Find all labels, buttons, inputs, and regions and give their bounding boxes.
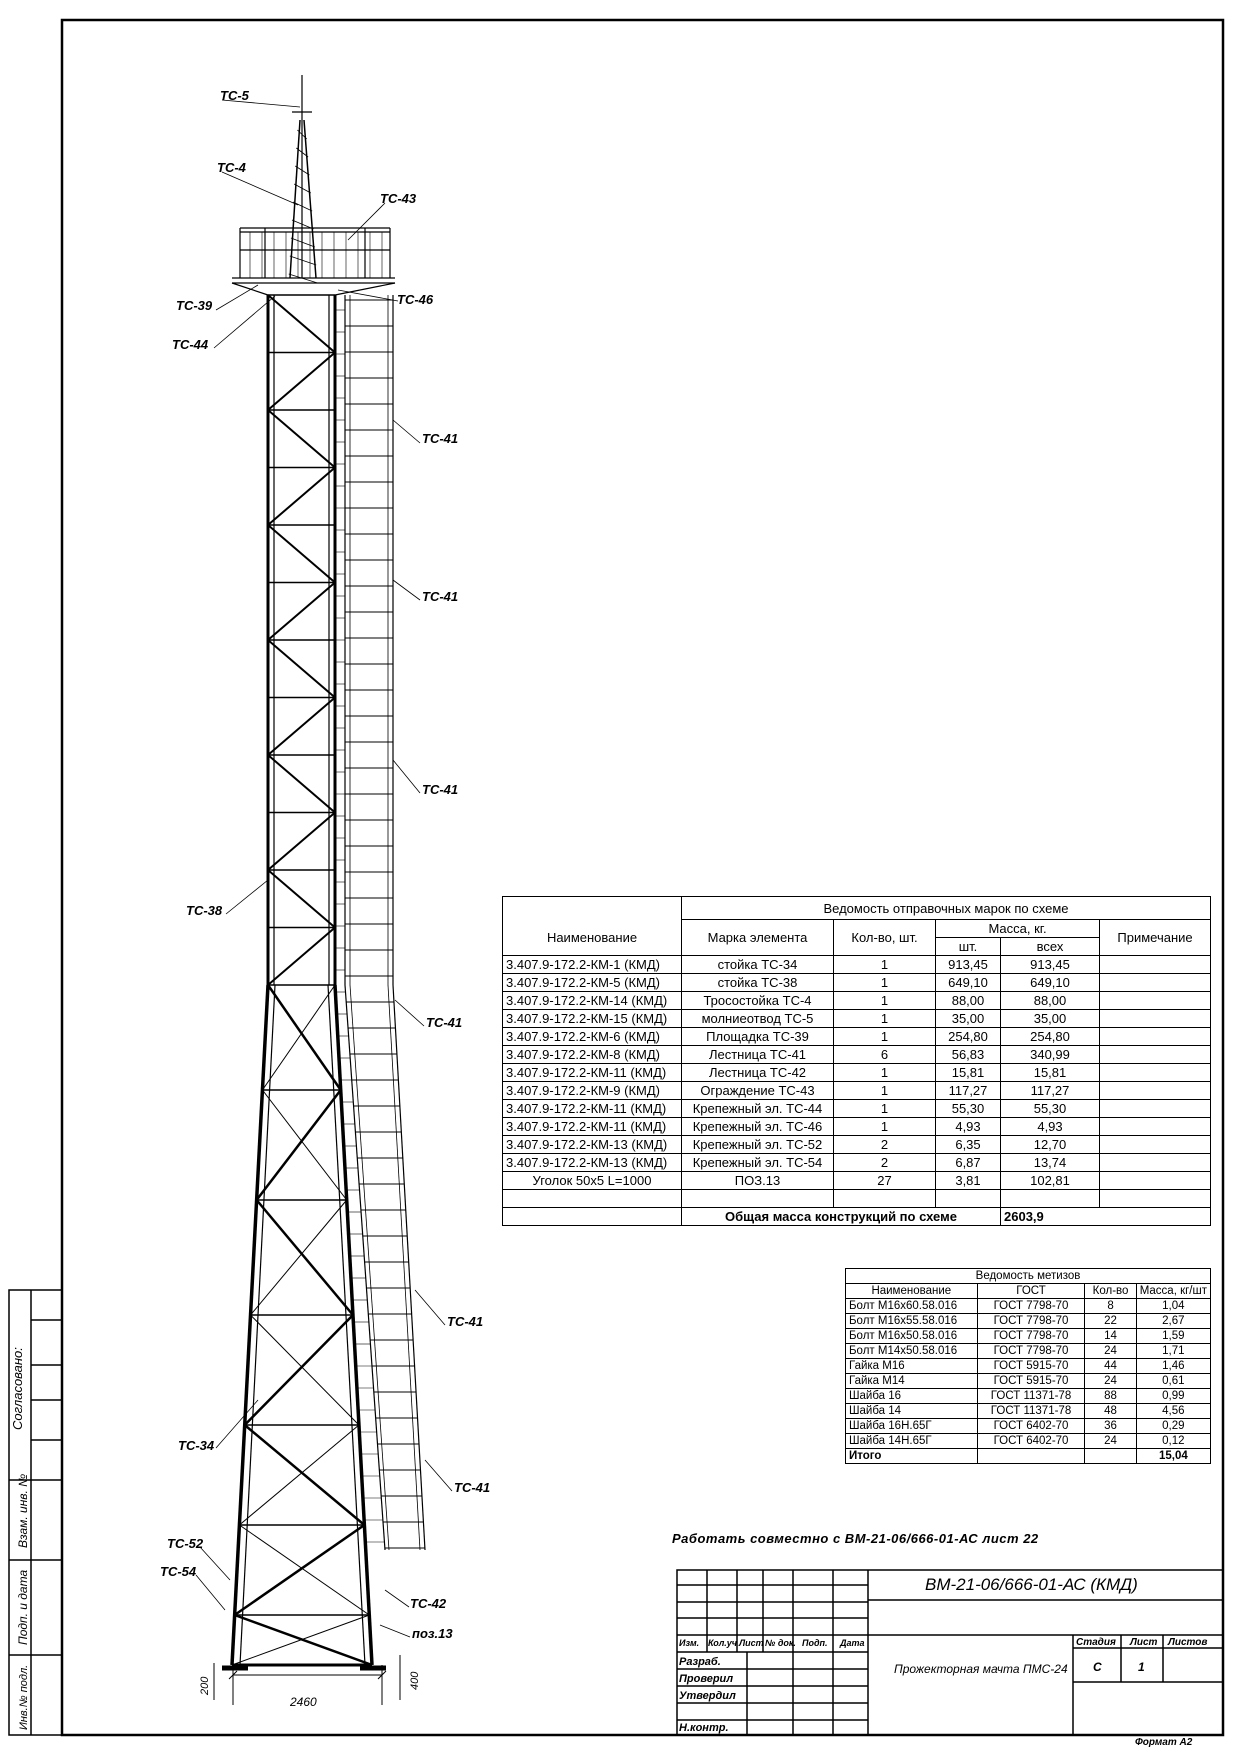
hardware-cell: 48: [1085, 1404, 1136, 1419]
label-ts5: ТС-5: [220, 88, 249, 103]
platform-member: [335, 283, 395, 295]
callout-leader: [393, 420, 420, 443]
tb-sheet-value: 1: [1138, 1660, 1145, 1674]
tb-role-checked: Проверил: [679, 1673, 734, 1685]
hardware-row: [846, 1344, 1211, 1359]
label-ts54: ТС-54: [160, 1564, 197, 1579]
shipping-cell: 1: [834, 1100, 936, 1118]
shipping-cell-note: [1100, 956, 1211, 974]
shipping-row: [503, 992, 1211, 1010]
label-ts41-4: ТС-41: [426, 1015, 463, 1030]
tower-drawing: [222, 75, 425, 1668]
hardware-cell: Болт М16х55.58.016: [846, 1314, 978, 1329]
shipping-cell: 56,83: [936, 1046, 1001, 1064]
hardware-title: Ведомость метизов: [846, 1269, 1211, 1284]
tb-col-kol: Кол.уч: [708, 1638, 738, 1648]
tb-col-doc: № док.: [765, 1638, 796, 1648]
mast-brace: [293, 202, 312, 211]
hardware-row: [846, 1359, 1211, 1374]
tb-stage-header: Стадия: [1076, 1637, 1116, 1648]
platform-member: [232, 283, 268, 295]
hardware-cell: 0,29: [1136, 1419, 1210, 1434]
shipping-cell: 6: [834, 1046, 936, 1064]
stamp-inv-orig: Инв.№ подл.: [18, 1664, 30, 1730]
callout-leader: [222, 172, 298, 205]
tower-leg-left: [240, 985, 275, 1665]
hardware-cell: ГОСТ 6402-70: [977, 1434, 1085, 1449]
shipping-cell: 1: [834, 1010, 936, 1028]
label-ts44: ТС-44: [172, 337, 209, 352]
shipping-cell: 254,80: [936, 1028, 1001, 1046]
col-qty: Кол-во, шт.: [834, 920, 936, 956]
hardware-cell: Гайка М14: [846, 1374, 978, 1389]
shipping-cell: 2: [834, 1154, 936, 1172]
ladder-rail: [388, 985, 420, 1550]
callout-leader: [216, 285, 258, 310]
hardware-row: [846, 1389, 1211, 1404]
label-ts39: ТС-39: [176, 298, 213, 313]
shipping-cell: 3.407.9-172.2-КМ-1 (КМД): [503, 956, 682, 974]
shipping-cell: 1: [834, 974, 936, 992]
hardware-row: [846, 1329, 1211, 1344]
tb-role-approved: Утвердил: [679, 1690, 736, 1702]
hardware-cell: 36: [1085, 1419, 1136, 1434]
callout-leader: [214, 296, 275, 348]
tb-role-developer: Разраб.: [679, 1656, 721, 1668]
shipping-row: [503, 1154, 1211, 1172]
shipping-cell: 3.407.9-172.2-КМ-5 (КМД): [503, 974, 682, 992]
hardware-cell: 2,67: [1136, 1314, 1210, 1329]
shipping-cell: 3.407.9-172.2-КМ-14 (КМД): [503, 992, 682, 1010]
tower-brace: [268, 468, 335, 526]
label-ts41-6: ТС-41: [454, 1480, 491, 1495]
tower-brace: [268, 698, 335, 756]
shipping-row: [503, 974, 1211, 992]
shipping-cell: 3.407.9-172.2-КМ-11 (КМД): [503, 1064, 682, 1082]
tower-brace: [268, 985, 341, 1090]
callout-leader: [393, 760, 420, 793]
label-ts46: ТС-46: [397, 292, 434, 307]
shipping-cell-note: [1100, 1028, 1211, 1046]
shipping-cell: 913,45: [936, 956, 1001, 974]
callout-leader: [348, 203, 385, 240]
shipping-cell: Крепежный эл. ТС-46: [682, 1118, 834, 1136]
tower-brace: [268, 353, 335, 411]
shipping-title: Ведомость отправочных марок по схеме: [682, 897, 1211, 920]
mast-brace: [291, 238, 315, 247]
shipping-cell: 117,27: [1001, 1082, 1100, 1100]
hardware-row: [846, 1404, 1211, 1419]
shipping-cell: стойка ТС-38: [682, 974, 834, 992]
callout-leader: [425, 1460, 452, 1491]
dim-width: 2460: [290, 1695, 317, 1709]
tower-brace: [268, 525, 335, 583]
shipping-cell-note: [1100, 1046, 1211, 1064]
shipping-row: [503, 1028, 1211, 1046]
tower-brace: [268, 640, 335, 698]
tower-brace: [268, 410, 335, 468]
tower-brace: [239, 1425, 359, 1525]
callout-leader: [380, 1625, 410, 1637]
hardware-cell: Болт М16х50.58.016: [846, 1329, 978, 1344]
tower-leg-right: [335, 985, 372, 1665]
hardware-cell: Шайба 14Н.65Г: [846, 1434, 978, 1449]
shipping-cell: 254,80: [1001, 1028, 1100, 1046]
hw-col-qty: Кол-во: [1085, 1284, 1136, 1299]
shipping-cell: Ограждение ТС-43: [682, 1082, 834, 1100]
shipping-cell: 340,99: [1001, 1046, 1100, 1064]
hardware-cell: 8: [1085, 1299, 1136, 1314]
shipping-cell: стойка ТС-34: [682, 956, 834, 974]
shipping-cell-note: [1100, 1118, 1211, 1136]
shipping-cell: 15,81: [936, 1064, 1001, 1082]
hardware-cell: 0,99: [1136, 1389, 1210, 1404]
callouts: [196, 100, 452, 1637]
shipping-row: [503, 1010, 1211, 1028]
shipping-cell: 3.407.9-172.2-КМ-9 (КМД): [503, 1082, 682, 1100]
col-note: Примечание: [1100, 920, 1211, 956]
callout-leader: [338, 290, 398, 301]
shipping-cell: 6,35: [936, 1136, 1001, 1154]
col-each: шт.: [936, 938, 1001, 956]
shipping-cell-note: [1100, 1136, 1211, 1154]
hardware-cell: Шайба 14: [846, 1404, 978, 1419]
callout-leader: [415, 1290, 445, 1325]
hw-col-mass: Масса, кг/шт: [1136, 1284, 1210, 1299]
shipping-cell: 12,70: [1001, 1136, 1100, 1154]
shipping-cell: Крепежный эл. ТС-52: [682, 1136, 834, 1154]
shipping-cell: 1: [834, 992, 936, 1010]
hardware-cell: 24: [1085, 1434, 1136, 1449]
shipping-cell: 649,10: [1001, 974, 1100, 992]
hardware-cell: ГОСТ 5915-70: [977, 1359, 1085, 1374]
shipping-cell: Тросостойка ТС-4: [682, 992, 834, 1010]
shipping-cell: 13,74: [1001, 1154, 1100, 1172]
shipping-cell: 15,81: [1001, 1064, 1100, 1082]
callout-leader: [393, 580, 420, 600]
shipping-cell-note: [1100, 974, 1211, 992]
hardware-cell: ГОСТ 7798-70: [977, 1299, 1085, 1314]
shipping-cell: 1: [834, 1082, 936, 1100]
tower-brace: [262, 985, 335, 1090]
shipping-cell: 3.407.9-172.2-КМ-6 (КМД): [503, 1028, 682, 1046]
hardware-cell: ГОСТ 7798-70: [977, 1314, 1085, 1329]
hardware-cell: Шайба 16: [846, 1389, 978, 1404]
shipping-cell: Крепежный эл. ТС-44: [682, 1100, 834, 1118]
tb-stage-value: С: [1093, 1660, 1102, 1674]
hardware-cell: Шайба 16Н.65Г: [846, 1419, 978, 1434]
shipping-cell-note: [1100, 1172, 1211, 1190]
shipping-cell: 3.407.9-172.2-КМ-8 (КМД): [503, 1046, 682, 1064]
label-ts41-2: ТС-41: [422, 589, 459, 604]
shipping-cell-note: [1100, 1154, 1211, 1172]
tower-brace: [239, 1525, 369, 1615]
hardware-cell: ГОСТ 6402-70: [977, 1419, 1085, 1434]
hw-col-gost: ГОСТ: [977, 1284, 1085, 1299]
shipping-cell: Площадка ТС-39: [682, 1028, 834, 1046]
col-mass: Масса, кг.: [936, 920, 1100, 938]
hardware-row: [846, 1419, 1211, 1434]
hardware-cell: 1,46: [1136, 1359, 1210, 1374]
tower-brace: [268, 583, 335, 641]
shipping-row: [503, 1082, 1211, 1100]
shipping-cell: 27: [834, 1172, 936, 1190]
shipping-cell: ПОЗ.13: [682, 1172, 834, 1190]
hardware-cell: ГОСТ 5915-70: [977, 1374, 1085, 1389]
label-ts43: ТС-43: [380, 191, 417, 206]
label-ts38: ТС-38: [186, 903, 223, 918]
callout-leader: [385, 1590, 409, 1607]
shipping-cell: 88,00: [1001, 992, 1100, 1010]
tower-brace: [268, 813, 335, 871]
callout-leader: [200, 1547, 230, 1580]
ladder-rail: [393, 985, 425, 1550]
mast-brace: [290, 256, 316, 265]
shipping-row: [503, 1136, 1211, 1154]
shipping-cell: молниеотвод ТС-5: [682, 1010, 834, 1028]
tb-sheet-header: Лист: [1130, 1637, 1158, 1648]
shipping-cell: 1: [834, 1118, 936, 1136]
dim-left-height: 200: [199, 1676, 211, 1695]
label-ts41-5: ТС-41: [447, 1314, 484, 1329]
hw-col-name: Наименование: [846, 1284, 978, 1299]
hardware-cell: 24: [1085, 1344, 1136, 1359]
shipping-row: [503, 1100, 1211, 1118]
callout-leader: [395, 1000, 424, 1026]
shipping-cell-note: [1100, 1100, 1211, 1118]
shipping-cell: 35,00: [1001, 1010, 1100, 1028]
hardware-cell: 1,59: [1136, 1329, 1210, 1344]
stamp-sign: Подп. и дата: [16, 1569, 30, 1645]
tower-brace: [251, 1200, 347, 1315]
label-ts52: ТС-52: [167, 1536, 204, 1551]
mast-leg: [290, 120, 300, 278]
label-poz13: поз.13: [412, 1626, 453, 1641]
ladder-rail: [350, 985, 389, 1550]
tower-brace: [251, 1315, 359, 1425]
shipping-cell: Уголок 50х5 L=1000: [503, 1172, 682, 1190]
shipping-cell: 102,81: [1001, 1172, 1100, 1190]
tower-brace: [235, 1615, 372, 1665]
project-name: Прожекторная мачта ПМС-24: [894, 1662, 1068, 1676]
tb-col-list: Лист: [739, 1638, 764, 1648]
tb-col-izm: Изм.: [679, 1638, 700, 1648]
hardware-row: [846, 1374, 1211, 1389]
shipping-cell: 55,30: [936, 1100, 1001, 1118]
shipping-cell-note: [1100, 1082, 1211, 1100]
sheet-frame: [62, 20, 1223, 1735]
tower-brace: [268, 295, 335, 353]
hardware-cell: ГОСТ 11371-78: [977, 1389, 1085, 1404]
shipping-cell: 4,93: [1001, 1118, 1100, 1136]
hardware-cell: 1,71: [1136, 1344, 1210, 1359]
hardware-row: [846, 1299, 1211, 1314]
hardware-cell: Болт М14х50.58.016: [846, 1344, 978, 1359]
shipping-marks-table: [502, 896, 1211, 1226]
shipping-cell: 1: [834, 1064, 936, 1082]
tower-brace: [245, 1315, 353, 1425]
shipping-cell-note: [1100, 1064, 1211, 1082]
hardware-cell: 0,12: [1136, 1434, 1210, 1449]
tower-leg-right: [328, 985, 365, 1665]
hw-total-label: Итого: [846, 1449, 978, 1464]
hardware-cell: 1,04: [1136, 1299, 1210, 1314]
hardware-cell: 4,56: [1136, 1404, 1210, 1419]
tower-brace: [268, 870, 335, 928]
shipping-cell: 3,81: [936, 1172, 1001, 1190]
callout-leader: [196, 1575, 225, 1610]
tb-sheets-header: Листов: [1168, 1637, 1208, 1648]
shipping-total-value: 2603,9: [1001, 1208, 1211, 1226]
shipping-row: [503, 1064, 1211, 1082]
shipping-cell: 35,00: [936, 1010, 1001, 1028]
shipping-cell: 913,45: [1001, 956, 1100, 974]
shipping-cell-note: [1100, 1010, 1211, 1028]
shipping-cell: 117,27: [936, 1082, 1001, 1100]
hardware-cell: 88: [1085, 1389, 1136, 1404]
label-ts41-3: ТС-41: [422, 782, 459, 797]
hardware-table: [845, 1268, 1211, 1464]
shipping-cell: 6,87: [936, 1154, 1001, 1172]
doc-code: ВМ-21-06/666-01-АС (КМД): [925, 1575, 1138, 1594]
col-mark: Марка элемента: [682, 920, 834, 956]
shipping-cell: 1: [834, 956, 936, 974]
label-ts34: ТС-34: [178, 1438, 215, 1453]
shipping-cell: 88,00: [936, 992, 1001, 1010]
hardware-cell: ГОСТ 11371-78: [977, 1404, 1085, 1419]
sheet-format: Формат А2: [1135, 1737, 1193, 1748]
shipping-cell: 4,93: [936, 1118, 1001, 1136]
hardware-cell: 22: [1085, 1314, 1136, 1329]
hardware-cell: ГОСТ 7798-70: [977, 1344, 1085, 1359]
hardware-row: [846, 1314, 1211, 1329]
shipping-cell: 3.407.9-172.2-КМ-13 (КМД): [503, 1154, 682, 1172]
dim-right-height: 400: [409, 1671, 421, 1690]
shipping-cell: 1: [834, 1028, 936, 1046]
shipping-cell: Крепежный эл. ТС-54: [682, 1154, 834, 1172]
shipping-cell: 3.407.9-172.2-КМ-15 (КМД): [503, 1010, 682, 1028]
shipping-row: [503, 1046, 1211, 1064]
shipping-total-label: Общая масса конструкций по схеме: [682, 1208, 1001, 1226]
shipping-cell: 649,10: [936, 974, 1001, 992]
label-ts4: ТС-4: [217, 160, 246, 175]
tower-brace: [268, 755, 335, 813]
tower-leg-left: [232, 985, 268, 1665]
shipping-cell: Лестница ТС-41: [682, 1046, 834, 1064]
stamp-inv: Взам. инв. №: [16, 1473, 30, 1548]
shipping-cell-note: [1100, 992, 1211, 1010]
tower-brace: [268, 928, 335, 986]
hardware-row: [846, 1434, 1211, 1449]
tb-col-date: Дата: [840, 1638, 865, 1648]
shipping-row: [503, 956, 1211, 974]
hardware-cell: 0,61: [1136, 1374, 1210, 1389]
hardware-cell: Болт М16х60.58.016: [846, 1299, 978, 1314]
col-total: всех: [1001, 938, 1100, 956]
shipping-cell: 55,30: [1001, 1100, 1100, 1118]
label-ts41-1: ТС-41: [422, 431, 459, 446]
tb-role-normcontrol: Н.контр.: [679, 1722, 729, 1734]
shipping-cell: Лестница ТС-42: [682, 1064, 834, 1082]
hardware-cell: Гайка М16: [846, 1359, 978, 1374]
hardware-cell: 14: [1085, 1329, 1136, 1344]
tb-col-sign: Подп.: [802, 1638, 828, 1648]
hardware-cell: ГОСТ 7798-70: [977, 1329, 1085, 1344]
tower-brace: [235, 1525, 365, 1615]
shipping-row: [503, 1172, 1211, 1190]
callout-leader: [226, 880, 268, 914]
shipping-cell: 2: [834, 1136, 936, 1154]
label-ts42: ТС-42: [410, 1596, 447, 1611]
hardware-cell: 44: [1085, 1359, 1136, 1374]
shipping-cell: 3.407.9-172.2-КМ-11 (КМД): [503, 1100, 682, 1118]
stamp-agreed: Согласовано:: [10, 1347, 25, 1430]
shipping-row: [503, 1118, 1211, 1136]
joint-work-note: Работать совместно с ВМ-21-06/666-01-АС лист 22: [672, 1531, 1039, 1546]
shipping-cell: 3.407.9-172.2-КМ-13 (КМД): [503, 1136, 682, 1154]
hardware-cell: 24: [1085, 1374, 1136, 1389]
hw-total-value: 15,04: [1136, 1449, 1210, 1464]
shipping-cell: 3.407.9-172.2-КМ-11 (КМД): [503, 1118, 682, 1136]
tower-brace: [257, 1200, 353, 1315]
tower-brace: [245, 1425, 365, 1525]
col-name: Наименование: [503, 920, 682, 956]
